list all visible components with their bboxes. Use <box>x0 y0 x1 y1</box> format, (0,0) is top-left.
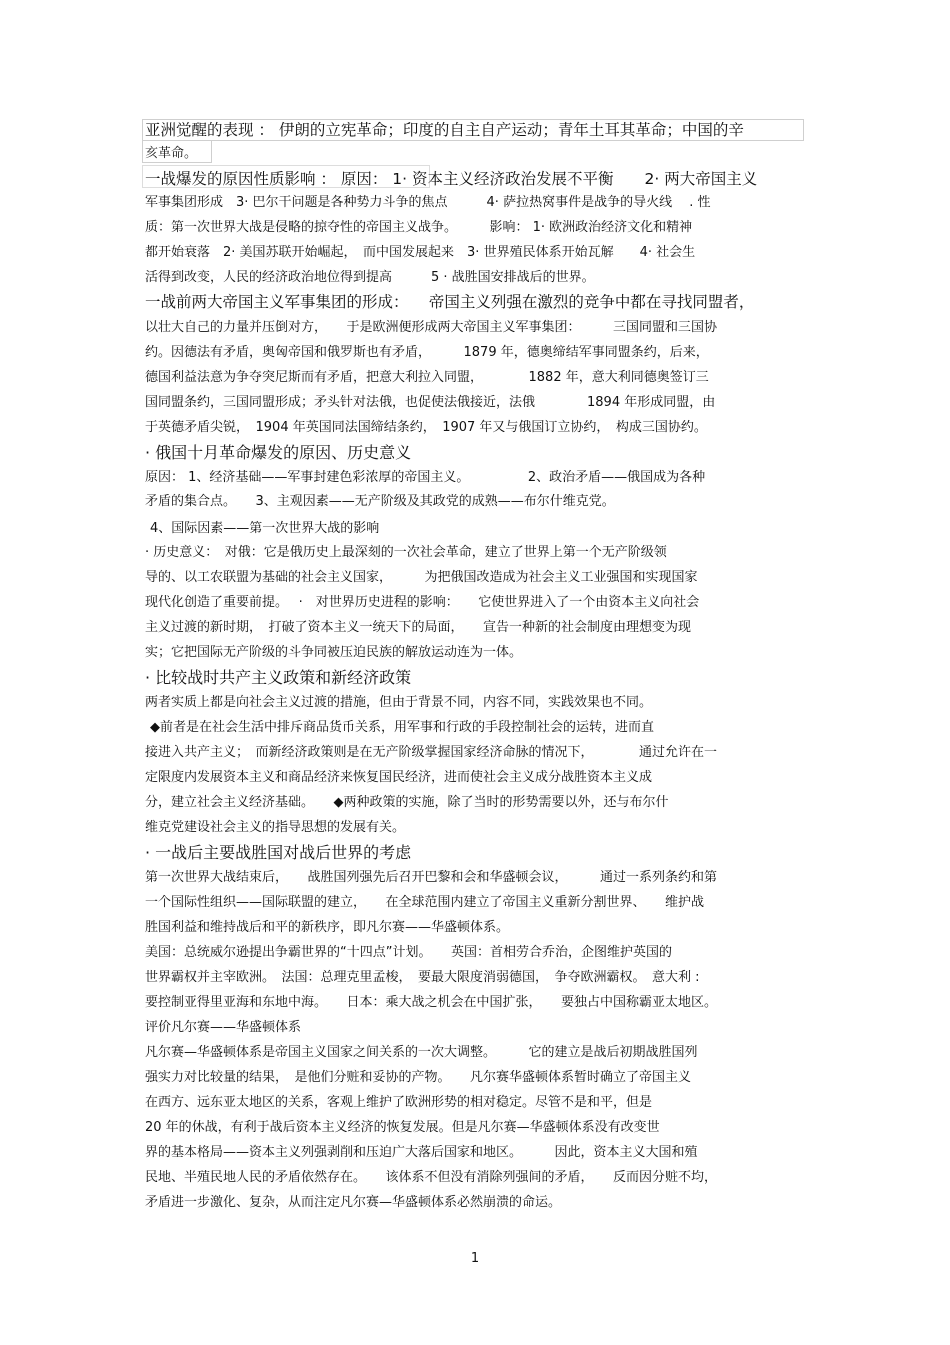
text-line: 分，建立社会主义经济基础。 ◆两种政策的实施，除了当时的形势需要以外，还与布尔什 <box>145 795 669 810</box>
subheading-evaluation: 评价凡尔赛——华盛顿体系 <box>145 1020 302 1035</box>
text-line: 维克党建设社会主义的指导思想的发展有关。 <box>145 820 406 835</box>
text-line: 现代化创造了重要前提。 · 对世界历史进程的影响： 它使世界进入了一个由资本主义向社会 <box>145 595 700 610</box>
text-line: 两者实质上都是向社会主义过渡的措施，但由于背景不同，内容不同，实践效果也不同。 <box>145 695 653 710</box>
text-line: 活得到改变，人民的经济政治地位得到提高 5 · 战胜国安排战后的世界。 <box>145 270 595 285</box>
text-line: 界的基本格局——资本主义列强剥削和压迫广大落后国家和地区。 因此，资本主义大国和殖 <box>145 1145 698 1160</box>
text-line: 凡尔赛—华盛顿体系是帝国主义国家之间关系的一次大调整。 它的建立是战后初期战胜国列 <box>145 1045 698 1060</box>
text-line: 在西方、远东亚太地区的关系，客观上维护了欧洲形势的相对稳定。尽管不是和平，但是 <box>145 1095 653 1110</box>
text-line: 矛盾进一步激化、复杂，从而注定凡尔赛—华盛顿体系必然崩溃的命运。 <box>145 1195 562 1210</box>
section-october-revolution: · 俄国十月革命爆发的原因、历史意义 <box>145 443 412 462</box>
text-line: 原因： 1、经济基础——军事封建色彩浓厚的帝国主义。 2、政治矛盾——俄国成为各种 <box>145 470 706 485</box>
text-line: 定限度内发展资本主义和商品经济来恢复国民经济，进而使社会主义成分战胜资本主义成 <box>145 770 653 785</box>
section-asia-awakening: 亚洲觉醒的表现 ： 伊朗的立宪革命；印度的自主自产运动；青年土耳其革命；中国的辛 <box>145 121 744 139</box>
text-line: 强实力对比较量的结果， 是他们分赃和妥协的产物。 凡尔赛华盛顿体系暂时确立了帝国主义 <box>145 1070 692 1085</box>
text-line: 都开始衰落 2· 美国苏联开始崛起， 而中国发展起来 3· 世界殖民体系开始瓦解 4· 社会生 <box>145 245 696 260</box>
text-line: 一个国际性组织——国际联盟的建立， 在全球范围内建立了帝国主义重新分割世界、 维护战 <box>145 895 705 910</box>
text-line: 约。因德法有矛盾，奥匈帝国和俄罗斯也有矛盾， 1879 年，德奥缔结军事同盟条约，后来， <box>145 345 709 360</box>
text-line: 胜国利益和维持战后和平的新秩序，即凡尔赛——华盛顿体系。 <box>145 920 510 935</box>
text-line: 以壮大自己的力量并压倒对方， 于是欧洲便形成两大帝国主义军事集团： 三国同盟和三国协 <box>145 320 718 335</box>
text-line: 国同盟条约，三国同盟形成；矛头针对法俄，也促使法俄接近，法俄 1894 年形成同盟，由 <box>145 395 716 410</box>
text-line: 接进入共产主义； 而新经济政策则是在无产阶级掌握国家经济命脉的情况下， 通过允许在一 <box>145 745 718 760</box>
text-line: 德国利益法意为争夺突尼斯而有矛盾，把意大利拉入同盟， 1882 年，意大利同德奥签订三 <box>145 370 709 385</box>
text-line: ◆前者是在社会生活中排斥商品货币关系，用军事和行政的手段控制社会的运转，进而直 <box>150 720 654 735</box>
section-ww1-causes: 一战爆发的原因性质影响 ： 原因： 1· 资本主义经济政治发展不平衡 2· 两大帝国主义 <box>145 170 758 188</box>
text-line: 军事集团形成 3· 巴尔干问题是各种势力斗争的焦点 4· 萨拉热窝事件是战争的导火线 . 性 <box>145 195 711 210</box>
text-line: 美国：总统威尔逊提出争霸世界的“十四点”计划。 英国：首相劳合乔治，企图维护英国的 <box>145 945 672 960</box>
section-postwar-considerations: · 一战后主要战胜国对战后世界的考虑 <box>145 843 412 862</box>
section-military-blocs: 一战前两大帝国主义军事集团的形成： 帝国主义列强在激烈的竞争中都在寻找同盟者， <box>145 293 755 311</box>
text-line: 主义过渡的新时期， 打破了资本主义一统天下的局面， 宣告一种新的社会制度由理想变为现 <box>145 620 692 635</box>
text-line: 20 年的休战，有利于战后资本主义经济的恢复发展。但是凡尔赛—华盛顿体系没有改变世 <box>145 1120 660 1135</box>
text-line: 4、国际因素——第一次世界大战的影响 <box>150 521 380 536</box>
text-line: 第一次世界大战结束后， 战胜国列强先后召开巴黎和会和华盛顿会议， 通过一系列条约和第 <box>145 870 718 885</box>
text-line: 质：第一次世界大战是侵略的掠夺性的帝国主义战争。 影响： 1· 欧洲政治经济文化和精神 <box>145 220 693 235</box>
text-line: 导的、以工农联盟为基础的社会主义国家， 为把俄国改造成为社会主义工业强国和实现国家 <box>145 570 698 585</box>
page-number: 1 <box>470 1251 480 1266</box>
text-line: 于英德矛盾尖锐， 1904 年英国同法国缔结条约， 1907 年又与俄国订立协约， 构成三国协约。 <box>145 420 707 435</box>
text-line: · 历史意义： 对俄：它是俄历史上最深刻的一次社会革命，建立了世界上第一个无产阶级领 <box>145 545 667 560</box>
section-war-communism-nep: · 比较战时共产主义政策和新经济政策 <box>145 668 412 687</box>
text-line: 要控制亚得里亚海和东地中海。 日本：乘大战之机会在中国扩张， 要独占中国称霸亚太地区。 <box>145 995 718 1010</box>
text-line: 实；它把国际无产阶级的斗争同被压迫民族的解放运动连为一体。 <box>145 645 523 660</box>
text-line: 民地、半殖民地人民的矛盾依然存在。 该体系不但没有消除列强间的矛盾， 反而因分赃不均， <box>145 1170 718 1185</box>
text-line: 矛盾的集合点。 3、主观因素——无产阶级及其政党的成熟——布尔什维克党。 <box>145 494 615 509</box>
text-line: 世界霸权并主宰欧洲。 法国：总理克里孟梭， 要最大限度消弱德国， 争夺欧洲霸权。 意大利 : <box>145 970 700 985</box>
text-line: 亥革命。 <box>145 146 198 161</box>
